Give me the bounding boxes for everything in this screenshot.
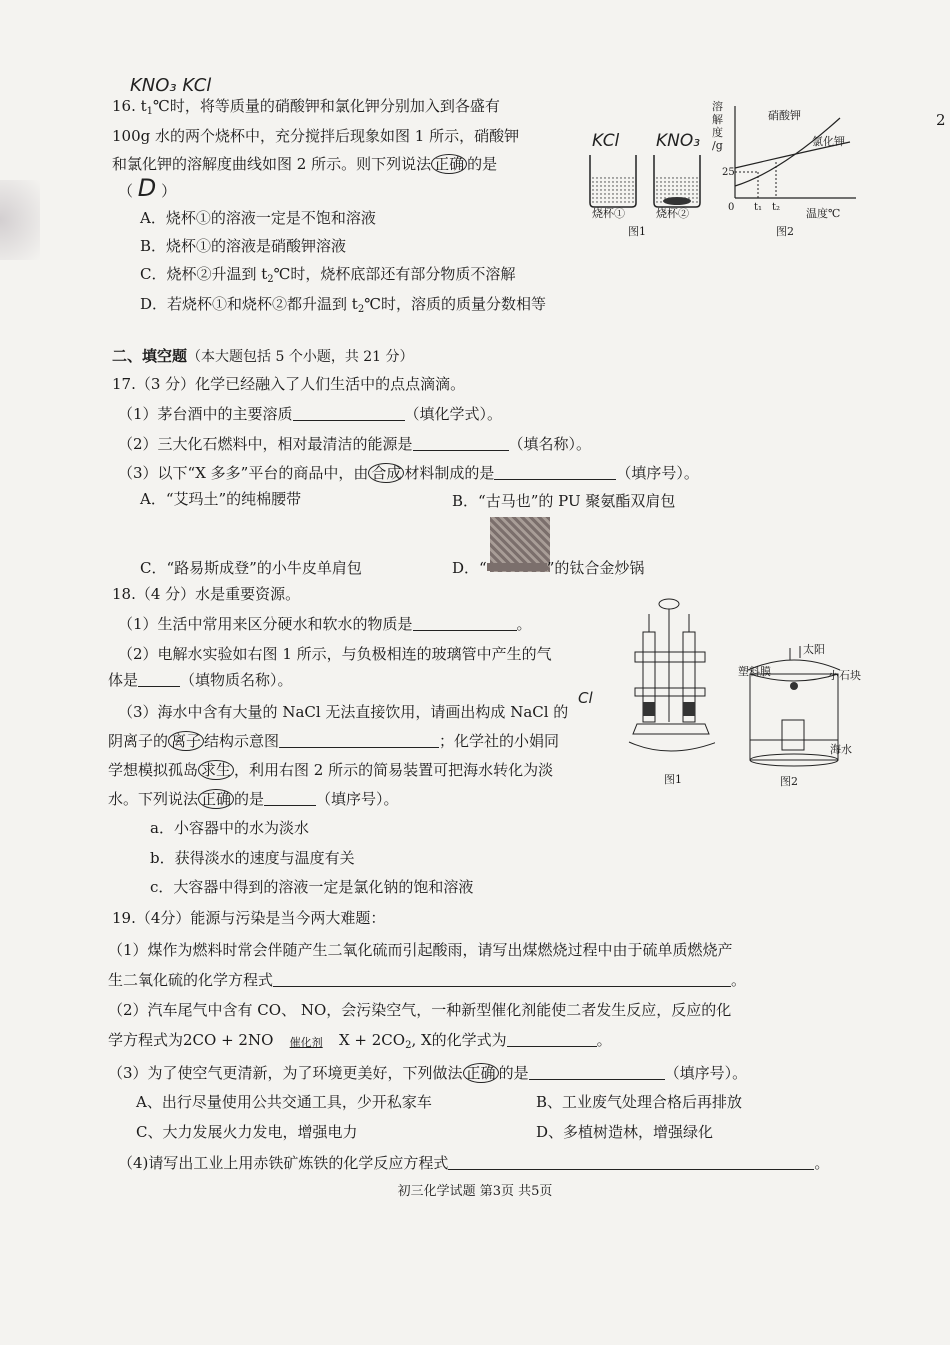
q18-option-c: c．大容器中得到的溶液一定是氯化钠的饱和溶液 xyxy=(150,878,474,896)
q18-heading: 18.（4 分）水是重要资源。 xyxy=(112,585,301,603)
q19-option-d: D、多植树造林，增强绿化 xyxy=(536,1123,714,1141)
q16-handwritten-note: KNO₃ KCl xyxy=(130,75,212,96)
q18-part3-line2: 阴离子的 离子 结构示意图 ；化学社的小娟同 xyxy=(108,732,560,750)
tick-t1: t₁ xyxy=(754,202,763,213)
q19-heading: 19.（4分）能源与污染是当今两大难题： xyxy=(112,909,386,927)
q17-part1: （1）茅台酒中的主要溶质 （填化学式）。 xyxy=(118,405,503,423)
q19-part1-line2: 生二氧化硫的化学方程式 。 xyxy=(108,971,747,989)
q18-part1: （1）生活中常用来区分硬水和软水的物质是 。 xyxy=(118,615,532,633)
q18-option-a: a．小容器中的水为淡水 xyxy=(150,819,309,837)
q18-part2-cont: 体是 （填物质名称）。 xyxy=(108,671,293,689)
q19-part2: （2）汽车尾气中含有 CO、 NO，会污染空气，一种新型催化剂能使二者发生反应，反应的化 xyxy=(108,1001,732,1019)
q16-option-d: D．若烧杯①和烧杯②都升温到 $t_2℃$时，溶质的质量分数相等 xyxy=(140,295,546,315)
q18-part3-line4: 水。下列说法 正确 的是 （填序号）。 xyxy=(108,790,399,808)
q18-figure2-caption: 图2 xyxy=(780,775,798,788)
q16-line3: 和氯化钾的溶解度曲线如图 2 所示。则下列说法 正确 的是 xyxy=(112,155,498,173)
q19-part3: （3）为了使空气更清新，为了环境更美好，下列做法 正确 的是 （填序号）。 xyxy=(108,1064,748,1082)
q17-part2: （2）三大化石燃料中，相对最清洁的能源是 （填名称）。 xyxy=(118,435,592,453)
q16-option-c: C．烧杯②升温到 $t_2℃$时，烧杯底部还有部分物质不溶解 xyxy=(140,265,516,285)
q19-option-c: C、大力发展火力发电，增强电力 xyxy=(136,1123,358,1141)
q18-option-b: b．获得淡水的速度与温度有关 xyxy=(150,849,355,867)
q16-option-a: A．烧杯①的溶液一定是不饱和溶液 xyxy=(140,209,376,227)
label-sun: 太阳 xyxy=(803,643,825,656)
q19-part4: （4)请写出工业上用赤铁矿炼铁的化学反应方程式 。 xyxy=(118,1154,830,1172)
q18-part3: （3）海水中含有大量的 NaCl 无法直接饮用，请画出构成 NaCl 的 xyxy=(118,703,569,721)
q19-part2-line2: 学方程式为2CO + 2NO 催化剂 $X + 2CO_2$, X的化学式为 。 xyxy=(108,1031,612,1051)
figure2-ylabel: 溶 解 度 /g xyxy=(712,100,723,152)
curve-label-kcl: 氯化钾 xyxy=(812,135,845,148)
section-heading: 二、填空题（本大题包括 5 个小题，共 21 分） xyxy=(112,347,414,365)
q17-heading: 17.（3 分）化学已经融入了人们生活中的点点滴滴。 xyxy=(112,375,466,393)
curve-label-kno3: 硝酸钾 xyxy=(768,109,801,122)
q17-option-a: A．“艾玛土”的纯棉腰带 xyxy=(140,490,302,508)
q16-option-b: B．烧杯①的溶液是硝酸钾溶液 xyxy=(140,237,347,255)
label-stone: 小石块 xyxy=(828,669,861,682)
q18-figure1-electrolysis xyxy=(625,592,715,772)
q16-answer: （ D ） xyxy=(118,174,177,202)
beaker1-label: 烧杯① xyxy=(592,207,625,220)
label-film: 塑料膜 xyxy=(738,665,771,678)
figure2-caption: 图2 xyxy=(776,225,794,238)
q17-option-d: D．“ ”的钛合金炒锅 xyxy=(452,559,645,577)
q18-part2: （2）电解水实验如右图 1 所示，与负极相连的玻璃管中产生的气 xyxy=(118,645,552,663)
q17-option-c: C．“路易斯成登”的小牛皮单肩包 xyxy=(140,559,362,577)
tick-25: 25 xyxy=(722,167,735,178)
page-edge-number: 2 xyxy=(936,111,946,129)
q16-line1: 16. $t_1℃$时，将等质量的硝酸钾和氯化钾分别加入到各盛有 xyxy=(112,97,500,117)
beaker2-handwritten: KNO₃ xyxy=(656,131,701,151)
tick-origin: 0 xyxy=(728,202,735,213)
paper-stain xyxy=(0,180,40,260)
tick-t2: t₂ xyxy=(772,202,781,213)
figure2-xlabel: 温度℃ xyxy=(806,207,841,220)
figure1-caption: 图1 xyxy=(628,225,646,238)
page-footer: 初三化学试题 第3页 共5页 xyxy=(397,1184,553,1199)
q18-figure1-caption: 图1 xyxy=(664,773,682,786)
q18-handwritten-cl: Cl xyxy=(578,689,593,707)
q17-option-b: B．“古马也”的 PU 聚氨酯双肩包 xyxy=(452,492,676,510)
q19-part1: （1）煤作为燃料时常会伴随产生二氧化硫而引起酸雨，请写出煤燃烧过程中由于硫单质燃烧产 xyxy=(108,941,733,959)
label-seawater: 海水 xyxy=(830,743,852,756)
q16-line2: 100g 水的两个烧杯中，充分搅拌后现象如图 1 所示，硝酸钾 xyxy=(112,127,520,145)
q18-part3-line3: 学想模拟孤岛 求生 ，利用右图 2 所示的简易装置可把海水转化为淡 xyxy=(108,761,554,779)
q17-part3: （3）以下“X 多多”平台的商品中，由 合成 材料制成的是 （填序号）。 xyxy=(118,464,699,482)
q19-option-a: A、出行尽量使用公共交通工具，少开私家车 xyxy=(136,1093,432,1111)
beaker2-label: 烧杯② xyxy=(656,207,689,220)
beaker1-handwritten: KCl xyxy=(592,131,620,151)
q19-option-b: B、工业废气处理合格后再排放 xyxy=(536,1093,743,1111)
